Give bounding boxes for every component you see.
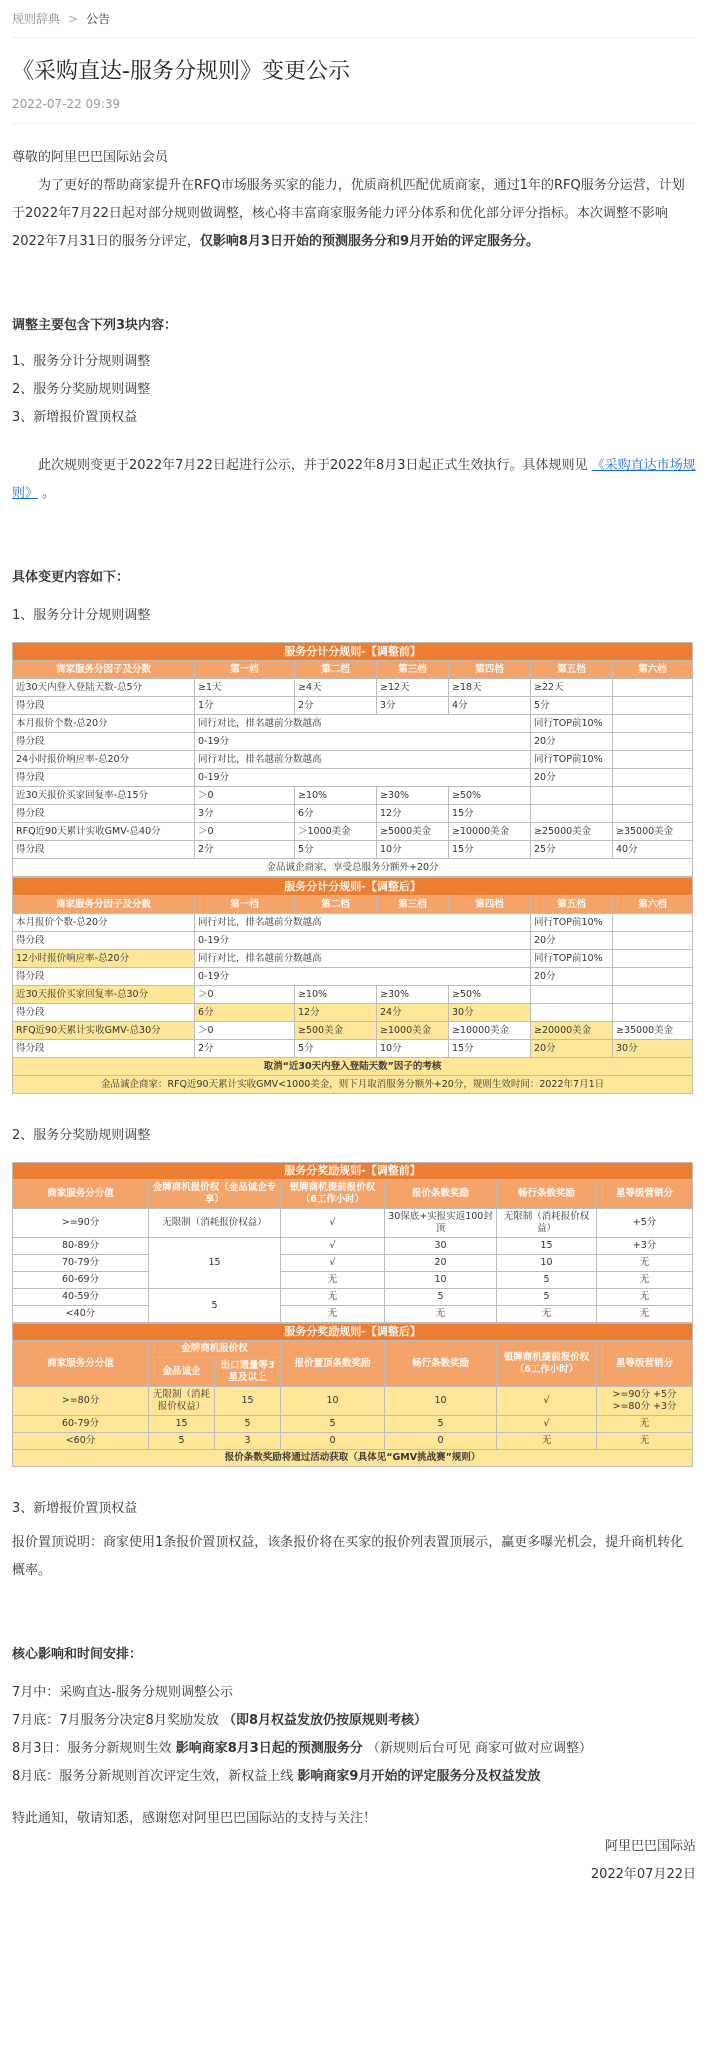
table-row bbox=[13, 1416, 693, 1433]
table-cell: 3 bbox=[215, 1433, 281, 1450]
table-cell: 60-79分 bbox=[13, 1416, 149, 1433]
table-cell: 无 bbox=[597, 1416, 693, 1433]
table-cell: 无 bbox=[597, 1306, 693, 1323]
table-row bbox=[13, 932, 693, 950]
timeline-text: 7月中：采购直达-服务分规则调整公示 bbox=[12, 1685, 233, 1700]
table-row bbox=[13, 1209, 693, 1238]
table-cell: ＞0 bbox=[195, 1022, 295, 1040]
article-body bbox=[12, 124, 696, 1889]
table-header: 出口通量等3星及以上 bbox=[215, 1358, 281, 1387]
contents-item: 2、服务分奖励规则调整 bbox=[12, 382, 151, 397]
table-row bbox=[13, 1433, 693, 1450]
table-cell: 得分段 bbox=[13, 733, 195, 751]
table-cell: 同行TOP前10% bbox=[531, 751, 613, 769]
table-cell: 5 bbox=[215, 1416, 281, 1433]
table-cell: 20分 bbox=[531, 733, 613, 751]
table-header: 银牌商机提前报价权（6工作小时） bbox=[497, 1341, 597, 1387]
table-cell: 无 bbox=[497, 1306, 597, 1323]
table-row bbox=[13, 751, 693, 769]
table-header: 第五档 bbox=[531, 896, 613, 914]
table-header: 金牌商机报价权 bbox=[149, 1341, 281, 1358]
table-cell: ≥10% bbox=[295, 787, 377, 805]
score-after-note1: 取消“近30天内登入登陆天数”因子的考核 bbox=[13, 1058, 693, 1076]
intro-paragraph bbox=[12, 172, 696, 256]
table-cell: √ bbox=[281, 1238, 385, 1255]
table-header: 报价条数奖励 bbox=[385, 1180, 497, 1209]
closing-text: 特此通知，敬请知悉，感谢您对阿里巴巴国际站的支持与关注！ bbox=[12, 1811, 377, 1826]
intro-text: 为了更好的帮助商家提升在RFQ市场服务买家的能力，优质商机匹配优质商家，通过1年的RFQ服务分运营，计划于2022年7月22日起对部分规则做调整，核心将丰富商家服务能力评分体系和优化部分评分指标。本次调整不影响2022年7月31日的服务分评定， bbox=[12, 178, 685, 249]
table-row bbox=[13, 787, 693, 805]
table-row bbox=[13, 1289, 693, 1306]
table-row bbox=[13, 679, 693, 697]
table-cell: ≥1000美金 bbox=[377, 1022, 449, 1040]
timeline-text: 7月底：7月服务分决定8月奖励发放 bbox=[12, 1713, 223, 1728]
table-header: 第二档 bbox=[295, 661, 377, 679]
table-cell: 40-59分 bbox=[13, 1289, 149, 1306]
table-cell: 得分段 bbox=[13, 697, 195, 715]
table-cell: 3分 bbox=[377, 697, 449, 715]
table-cell: 10 bbox=[385, 1387, 497, 1416]
table-cell: ≥30% bbox=[377, 986, 449, 1004]
table-cell: 同行对比，排名越前分数越高 bbox=[195, 950, 531, 968]
timeline-item bbox=[12, 1679, 696, 1707]
table-header: 第四档 bbox=[449, 661, 531, 679]
table-cell bbox=[613, 697, 693, 715]
table-cell bbox=[613, 1004, 693, 1022]
table-cell: 无 bbox=[597, 1255, 693, 1272]
table-cell: 无 bbox=[597, 1272, 693, 1289]
table-header: 商家服务分分值 bbox=[13, 1180, 149, 1209]
table-cell: 6分 bbox=[295, 805, 377, 823]
table-cell bbox=[531, 787, 613, 805]
table-cell: 12分 bbox=[377, 805, 449, 823]
table-cell: 无限制（消耗报价权益） bbox=[149, 1387, 215, 1416]
table-row bbox=[13, 1255, 693, 1272]
score-after-table bbox=[12, 877, 693, 1094]
table-cell: ≥25000美金 bbox=[531, 823, 613, 841]
timeline-list bbox=[12, 1679, 696, 1791]
table-cell: ＞0 bbox=[195, 787, 295, 805]
table-cell: 20分 bbox=[531, 932, 613, 950]
table-cell: 3分 bbox=[195, 805, 295, 823]
table-cell: RFQ近90天累计实收GMV-总30分 bbox=[13, 1022, 195, 1040]
table-cell: ≥50% bbox=[449, 986, 531, 1004]
table-row bbox=[13, 697, 693, 715]
table-cell: 20分 bbox=[531, 1040, 613, 1058]
table-cell: 2分 bbox=[195, 841, 295, 859]
notice-paragraph bbox=[12, 452, 696, 508]
section3-text: 报价置顶说明：商家使用1条报价置顶权益，该条报价将在买家的报价列表置顶展示，赢更多曝光机会，提升商机转化概率。 bbox=[12, 1535, 684, 1578]
table-cell: √ bbox=[497, 1387, 597, 1416]
section3-title: 3、新增报价置顶权益 bbox=[12, 1501, 138, 1516]
table-row bbox=[13, 1238, 693, 1255]
table-header: 第一档 bbox=[195, 896, 295, 914]
table-cell: ≥5000美金 bbox=[377, 823, 449, 841]
table-cell: 无 bbox=[281, 1272, 385, 1289]
table-cell: 1分 bbox=[195, 697, 295, 715]
table-row bbox=[13, 1040, 693, 1058]
table-cell: ≥4天 bbox=[295, 679, 377, 697]
table-cell: 同行TOP前10% bbox=[531, 914, 613, 932]
breadcrumb bbox=[12, 0, 696, 38]
reward-after-foot: 报价条数奖励将通过活动获取（具体见“GMV挑战赛”规则） bbox=[13, 1450, 693, 1467]
table-cell: 本月报价个数-总20分 bbox=[13, 914, 195, 932]
table-cell bbox=[613, 679, 693, 697]
table-cell: 40分 bbox=[613, 841, 693, 859]
table-cell: +5分 bbox=[597, 1209, 693, 1238]
timeline-bold: 影响商家9月开始的评定服务分及权益发放 bbox=[297, 1769, 541, 1784]
table-cell: ≥500美金 bbox=[295, 1022, 377, 1040]
table-header: 银牌商机提前报价权（6工作小时） bbox=[281, 1180, 385, 1209]
table-cell: 近30天报价买家回复率-总30分 bbox=[13, 986, 195, 1004]
table-header: 金牌商机报价权（金品诚企专享） bbox=[149, 1180, 281, 1209]
score-rules-tables bbox=[12, 642, 696, 1094]
table-row bbox=[13, 1272, 693, 1289]
table-cell bbox=[613, 950, 693, 968]
table-cell bbox=[613, 914, 693, 932]
table-cell: ≥12天 bbox=[377, 679, 449, 697]
publish-date: 2022-07-22 09:39 bbox=[12, 97, 696, 124]
table-cell: 5 bbox=[149, 1289, 281, 1323]
breadcrumb-rule-dictionary-link[interactable]: 规则辞典 bbox=[12, 12, 61, 26]
table-cell: √ bbox=[497, 1416, 597, 1433]
table-cell bbox=[613, 968, 693, 986]
table-cell: >=90分 bbox=[13, 1209, 149, 1238]
table-cell: 12分 bbox=[295, 1004, 377, 1022]
table-cell: ＞0 bbox=[195, 823, 295, 841]
table-cell: 0 bbox=[385, 1433, 497, 1450]
table-cell: 70-79分 bbox=[13, 1255, 149, 1272]
table-cell: 5分 bbox=[295, 841, 377, 859]
timeline-text: 8月3日：服务分新规则生效 bbox=[12, 1741, 176, 1756]
table-cell: +3分 bbox=[597, 1238, 693, 1255]
table-cell: 本月报价个数-总20分 bbox=[13, 715, 195, 733]
table-cell: 5分 bbox=[295, 1040, 377, 1058]
table-cell: 20 bbox=[385, 1255, 497, 1272]
table-row bbox=[13, 733, 693, 751]
table-cell bbox=[613, 733, 693, 751]
table-cell: 24小时报价响应率-总20分 bbox=[13, 751, 195, 769]
timeline-heading: 核心影响和时间安排： bbox=[12, 1647, 143, 1662]
intro-bold: 仅影响8月3日开始的预测服务分和9月开始的评定服务分。 bbox=[199, 234, 540, 249]
table-header: 金品诚企 bbox=[149, 1358, 215, 1387]
table-row bbox=[13, 715, 693, 733]
table-header: 商家服务分因子及分数 bbox=[13, 896, 195, 914]
table-cell: ≥18天 bbox=[449, 679, 531, 697]
table-cell bbox=[613, 932, 693, 950]
table-header: 星等级营销分 bbox=[597, 1341, 693, 1387]
table-cell: 30分 bbox=[449, 1004, 531, 1022]
timeline-item bbox=[12, 1735, 696, 1763]
table-cell: 24分 bbox=[377, 1004, 449, 1022]
greeting: 尊敬的阿里巴巴国际站会员 bbox=[12, 150, 169, 165]
table-cell: 无 bbox=[597, 1433, 693, 1450]
table-cell: 无 bbox=[597, 1289, 693, 1306]
table-header: 畅行条数奖励 bbox=[497, 1180, 597, 1209]
table-cell: 无 bbox=[281, 1306, 385, 1323]
reward-rules-tables bbox=[12, 1162, 696, 1467]
table-row bbox=[13, 1004, 693, 1022]
table-cell: 5分 bbox=[531, 697, 613, 715]
table-row bbox=[13, 950, 693, 968]
table-header: 第五档 bbox=[531, 661, 613, 679]
table-cell bbox=[613, 751, 693, 769]
table-cell: 15分 bbox=[449, 805, 531, 823]
score-after-rows bbox=[13, 914, 693, 1058]
table-cell bbox=[531, 805, 613, 823]
table-cell: 无限制（消耗报价权益） bbox=[149, 1209, 281, 1238]
contents-item: 3、新增报价置顶权益 bbox=[12, 410, 138, 425]
table-cell: 无 bbox=[385, 1306, 497, 1323]
table-cell: √ bbox=[281, 1255, 385, 1272]
timeline-item bbox=[12, 1763, 696, 1791]
table-cell: 2分 bbox=[295, 697, 377, 715]
table-row bbox=[13, 914, 693, 932]
table-cell: 近30天报价买家回复率-总15分 bbox=[13, 787, 195, 805]
table-cell: 10分 bbox=[377, 841, 449, 859]
table-header: 星等级营销分 bbox=[597, 1180, 693, 1209]
table-cell: 得分段 bbox=[13, 841, 195, 859]
table-cell: 15分 bbox=[449, 1040, 531, 1058]
table-cell: 0-19分 bbox=[195, 968, 531, 986]
table-cell: ≥30% bbox=[377, 787, 449, 805]
table-cell bbox=[613, 769, 693, 787]
table-header: 商家服务分因子及分数 bbox=[13, 661, 195, 679]
table-cell: 20分 bbox=[531, 968, 613, 986]
table-cell: 15 bbox=[149, 1238, 281, 1289]
reward-before-banner: 服务分奖励规则-【调整前】 bbox=[13, 1163, 693, 1180]
table-cell bbox=[613, 986, 693, 1004]
detail-heading: 具体变更内容如下： bbox=[12, 570, 130, 585]
table-cell: 得分段 bbox=[13, 769, 195, 787]
table-cell: 60-69分 bbox=[13, 1272, 149, 1289]
signature-date: 2022年07月22日 bbox=[590, 1867, 696, 1882]
table-cell: 0-19分 bbox=[195, 769, 531, 787]
table-cell: 5 bbox=[281, 1416, 385, 1433]
page-title: 《采购直达-服务分规则》变更公示 bbox=[12, 59, 350, 84]
table-cell: 15 bbox=[497, 1238, 597, 1255]
table-cell: 15 bbox=[149, 1416, 215, 1433]
reward-after-banner: 服务分奖励规则-【调整后】 bbox=[13, 1324, 693, 1341]
reward-after-table bbox=[12, 1323, 693, 1467]
table-cell: 10 bbox=[497, 1255, 597, 1272]
table-cell: 10分 bbox=[377, 1040, 449, 1058]
table-cell: 5 bbox=[149, 1433, 215, 1450]
table-header: 第二档 bbox=[295, 896, 377, 914]
table-row bbox=[13, 968, 693, 986]
table-cell: 0-19分 bbox=[195, 733, 531, 751]
table-cell: 无限制（消耗报价权益） bbox=[497, 1209, 597, 1238]
table-cell: 15分 bbox=[449, 841, 531, 859]
score-before-rows bbox=[13, 679, 693, 859]
table-cell bbox=[613, 787, 693, 805]
table-cell: 得分段 bbox=[13, 805, 195, 823]
table-cell: 2分 bbox=[195, 1040, 295, 1058]
contents-heading: 调整主要包含下列3块内容： bbox=[12, 318, 178, 333]
score-before-note: 金品诚企商家，享受总服务分额外+20分 bbox=[13, 859, 693, 877]
score-before-table bbox=[12, 642, 693, 877]
table-row bbox=[13, 1306, 693, 1323]
table-cell: 5 bbox=[385, 1289, 497, 1306]
timeline-text: 8月底：服务分新规则首次评定生效，新权益上线 bbox=[12, 1769, 298, 1784]
table-cell: 无 bbox=[497, 1433, 597, 1450]
table-cell: 10 bbox=[281, 1387, 385, 1416]
table-cell bbox=[531, 1004, 613, 1022]
timeline-bold: （即8月权益发放仍按原规则考核） bbox=[222, 1713, 427, 1728]
table-cell: √ bbox=[281, 1209, 385, 1238]
table-cell: ≥22天 bbox=[531, 679, 613, 697]
table-row bbox=[13, 823, 693, 841]
table-cell: ≥10000美金 bbox=[449, 1022, 531, 1040]
table-header: 商家服务分分值 bbox=[13, 1341, 149, 1387]
table-row bbox=[13, 805, 693, 823]
table-cell: 80-89分 bbox=[13, 1238, 149, 1255]
table-cell: 25分 bbox=[531, 841, 613, 859]
table-cell: ＞0 bbox=[195, 986, 295, 1004]
table-header: 第一档 bbox=[195, 661, 295, 679]
table-cell: 得分段 bbox=[13, 932, 195, 950]
table-cell: 同行对比，排名越前分数越高 bbox=[195, 751, 531, 769]
timeline-note: （新规则后台可见 商家可做对应调整） bbox=[366, 1741, 593, 1756]
notice-end: 。 bbox=[42, 486, 56, 501]
table-cell bbox=[613, 805, 693, 823]
table-cell: 0 bbox=[281, 1433, 385, 1450]
table-cell: 得分段 bbox=[13, 1040, 195, 1058]
table-cell: ≥50% bbox=[449, 787, 531, 805]
table-cell: 同行对比，排名越前分数越高 bbox=[195, 914, 531, 932]
notice-text: 此次规则变更于2022年7月22日起进行公示，并于2022年8月3日起正式生效执行。具体规则见 bbox=[38, 458, 588, 473]
table-cell: 6分 bbox=[195, 1004, 295, 1022]
table-cell bbox=[613, 715, 693, 733]
table-cell: 5 bbox=[497, 1289, 597, 1306]
table-cell: 10 bbox=[385, 1272, 497, 1289]
table-cell: 同行TOP前10% bbox=[531, 950, 613, 968]
table-row bbox=[13, 986, 693, 1004]
timeline-bold: 影响商家8月3日起的预测服务分 bbox=[175, 1741, 363, 1756]
table-cell: 5 bbox=[497, 1272, 597, 1289]
table-cell: ≥35000美金 bbox=[613, 823, 693, 841]
table-header: 报价置顶条数奖励 bbox=[281, 1341, 385, 1387]
table-cell: >=90分 +5分 >=80分 +3分 bbox=[597, 1387, 693, 1416]
table-header: 第三档 bbox=[377, 896, 449, 914]
table-row bbox=[13, 769, 693, 787]
table-cell: ≥1天 bbox=[195, 679, 295, 697]
table-cell: 4分 bbox=[449, 697, 531, 715]
table-cell: <60分 bbox=[13, 1433, 149, 1450]
table-row bbox=[13, 1387, 693, 1416]
breadcrumb-current: 公告 bbox=[86, 12, 111, 26]
contents-item: 1、服务分计分规则调整 bbox=[12, 354, 151, 369]
table-cell: 20分 bbox=[531, 769, 613, 787]
table-cell: 12小时报价响应率-总20分 bbox=[13, 950, 195, 968]
breadcrumb-separator: > bbox=[68, 11, 79, 26]
table-cell: 30保底+实报实返100封顶 bbox=[385, 1209, 497, 1238]
table-cell: ＞1000美金 bbox=[295, 823, 377, 841]
table-header: 第四档 bbox=[449, 896, 531, 914]
table-cell: 近30天内登入登陆天数-总5分 bbox=[13, 679, 195, 697]
section1-title: 1、服务分计分规则调整 bbox=[12, 608, 151, 623]
table-cell: <40分 bbox=[13, 1306, 149, 1323]
table-row bbox=[13, 841, 693, 859]
table-cell bbox=[531, 986, 613, 1004]
table-row bbox=[13, 1022, 693, 1040]
table-cell: 0-19分 bbox=[195, 932, 531, 950]
score-after-banner: 服务分计分规则-【调整后】 bbox=[13, 878, 693, 896]
table-cell: >=80分 bbox=[13, 1387, 149, 1416]
table-cell: 30分 bbox=[613, 1040, 693, 1058]
score-after-note2: 金品诚企商家：RFQ近90天累计实收GMV<1000美金，则下月取消服务分额外+20分，规则生效时间：2022年7月1日 bbox=[13, 1076, 693, 1094]
signature: 阿里巴巴国际站 bbox=[604, 1839, 696, 1854]
table-cell: 30 bbox=[385, 1238, 497, 1255]
table-header: 第六档 bbox=[613, 661, 693, 679]
table-header: 第六档 bbox=[613, 896, 693, 914]
table-cell: ≥10% bbox=[295, 986, 377, 1004]
table-cell: ≥20000美金 bbox=[531, 1022, 613, 1040]
section2-title: 2、服务分奖励规则调整 bbox=[12, 1128, 151, 1143]
market-rules-link[interactable]: 《采购直达市场规则》 bbox=[12, 458, 696, 501]
table-cell: 同行TOP前10% bbox=[531, 715, 613, 733]
table-cell: 15 bbox=[215, 1387, 281, 1416]
table-header: 畅行条数奖励 bbox=[385, 1341, 497, 1387]
reward-before-table bbox=[12, 1162, 693, 1323]
table-cell: RFQ近90天累计实收GMV-总40分 bbox=[13, 823, 195, 841]
score-before-banner: 服务分计分规则-【调整前】 bbox=[13, 643, 693, 661]
table-cell: 无 bbox=[281, 1289, 385, 1306]
table-cell: 得分段 bbox=[13, 1004, 195, 1022]
table-cell: 同行对比，排名越前分数越高 bbox=[195, 715, 531, 733]
timeline-item bbox=[12, 1707, 696, 1735]
table-header: 第三档 bbox=[377, 661, 449, 679]
table-cell: 5 bbox=[385, 1416, 497, 1433]
table-cell: ≥35000美金 bbox=[613, 1022, 693, 1040]
table-cell: ≥10000美金 bbox=[449, 823, 531, 841]
table-cell: 得分段 bbox=[13, 968, 195, 986]
